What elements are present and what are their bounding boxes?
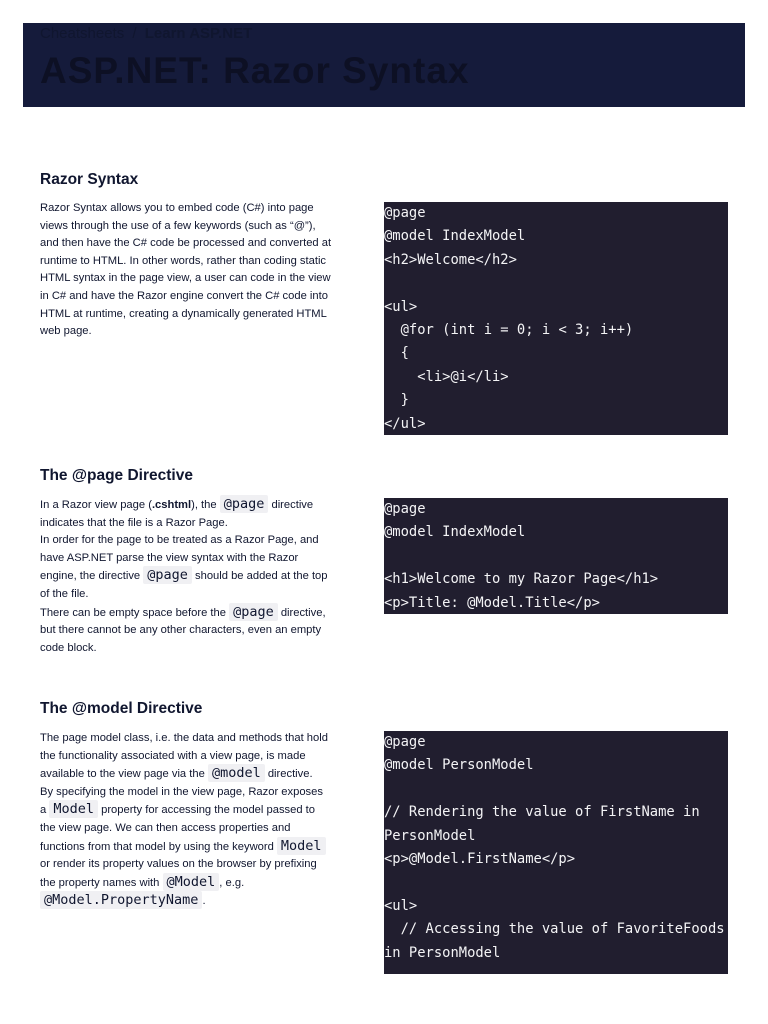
inline-code: @page bbox=[229, 603, 278, 621]
text: In a Razor view page ( bbox=[40, 499, 152, 511]
code-line: @page bbox=[384, 501, 426, 517]
code-line: </ul> bbox=[384, 415, 426, 432]
inline-code: @Model.PropertyName bbox=[40, 891, 202, 909]
text: directive. bbox=[267, 768, 313, 781]
inline-code: @page bbox=[220, 495, 269, 513]
text: ), the bbox=[191, 499, 217, 511]
code-line: <p>Title: @Model.Title</p> bbox=[384, 594, 600, 611]
code-line: @model IndexModel bbox=[384, 228, 526, 245]
section-heading-model-directive: The @model Directive bbox=[40, 700, 203, 717]
page-title: ASP.NET: Razor Syntax bbox=[40, 50, 470, 91]
code-line: @page bbox=[384, 205, 426, 221]
paragraph bbox=[40, 604, 332, 658]
code-line bbox=[384, 778, 728, 801]
code-line: <h1>Welcome to my Razor Page</h1> bbox=[384, 571, 659, 588]
code-block-page-directive bbox=[384, 498, 728, 614]
code-line: @model PersonModel bbox=[384, 757, 534, 774]
code-line: @page bbox=[384, 734, 426, 750]
text: . bbox=[202, 895, 206, 908]
section-description-model-directive bbox=[40, 730, 332, 911]
section-description-razor-syntax bbox=[40, 200, 332, 341]
text: , e.g. bbox=[219, 876, 245, 889]
code-line: } bbox=[384, 392, 409, 409]
inline-code: @model bbox=[208, 764, 265, 782]
text: directive indicates that the file is a Razor Page. bbox=[40, 499, 314, 529]
code-line: <ul> bbox=[384, 897, 418, 914]
text: There can be empty space before the bbox=[40, 606, 226, 619]
code-line: <h2>Welcome</h2> bbox=[384, 251, 517, 268]
code-line: <ul> bbox=[384, 298, 418, 315]
code-line: @model IndexModel bbox=[384, 524, 526, 541]
breadcrumb-separator: / bbox=[132, 25, 137, 42]
code-line bbox=[384, 272, 728, 295]
code-line bbox=[384, 871, 728, 894]
paragraph bbox=[40, 784, 332, 911]
code-line: // Rendering the value of FirstName in PersonModel bbox=[384, 804, 708, 844]
inline-code: Model bbox=[49, 800, 98, 818]
section-heading-razor-syntax: Razor Syntax bbox=[40, 171, 139, 188]
code-line: // Accessing the value of FavoriteFoods in PersonModel bbox=[384, 921, 733, 961]
text: By specifying the model in the view page, Razor exposes a bbox=[40, 785, 323, 817]
text: directive, but there cannot be any other characters, even an empty code block. bbox=[40, 606, 326, 654]
code-block-razor-syntax bbox=[384, 202, 728, 435]
inline-code: @Model bbox=[163, 873, 220, 891]
paragraph bbox=[40, 532, 332, 603]
code-line: <li>@i</li> bbox=[384, 368, 509, 385]
paragraph: Razor Syntax allows you to embed code (C#) into page views through the use of a few keywords (such as “@”), and then have the C# code be processed and converted at runtime to HTML. In other words, rather than coding static HTML syntax in the page view, a user can code in the view in C# and have the Razor engine convert the C# code into HTML at runtime, creating a dynamically generated HTML web page. bbox=[40, 202, 332, 338]
paragraph bbox=[40, 730, 332, 784]
inline-code: @page bbox=[143, 566, 192, 584]
text: should be added at the top of the file. bbox=[40, 570, 328, 600]
text: The page model class, i.e. the data and methods that hold the functionality associated with a view page, is made available to the view page via the bbox=[40, 732, 328, 781]
file-extension: .cshtml bbox=[151, 499, 192, 511]
code-block-model-directive bbox=[384, 731, 733, 974]
code-line: <p>@Model.FirstName</p> bbox=[384, 851, 576, 868]
text: property for accessing the model passed to the view page. We can then access properties and functions from that model by using the keyword bbox=[40, 804, 316, 853]
code-line: { bbox=[384, 345, 409, 362]
text: or render its property values on the browser by prefixing the property names with bbox=[40, 858, 317, 889]
inline-code: Model bbox=[277, 837, 326, 855]
breadcrumb-current-link[interactable]: Learn ASP.NET bbox=[144, 25, 253, 42]
section-heading-page-directive: The @page Directive bbox=[40, 467, 193, 484]
code-line: @for (int i = 0; i < 3; i++) bbox=[384, 322, 634, 339]
section-description-page-directive bbox=[40, 496, 332, 657]
code-line bbox=[384, 545, 728, 568]
breadcrumb-cheatsheets-link[interactable]: Cheatsheets bbox=[40, 25, 125, 42]
text: In order for the page to be treated as a Razor Page, and have ASP.NET parse the view syntax with the Razor engine, the directive bbox=[40, 534, 319, 583]
breadcrumb bbox=[40, 24, 252, 44]
paragraph bbox=[40, 496, 332, 532]
